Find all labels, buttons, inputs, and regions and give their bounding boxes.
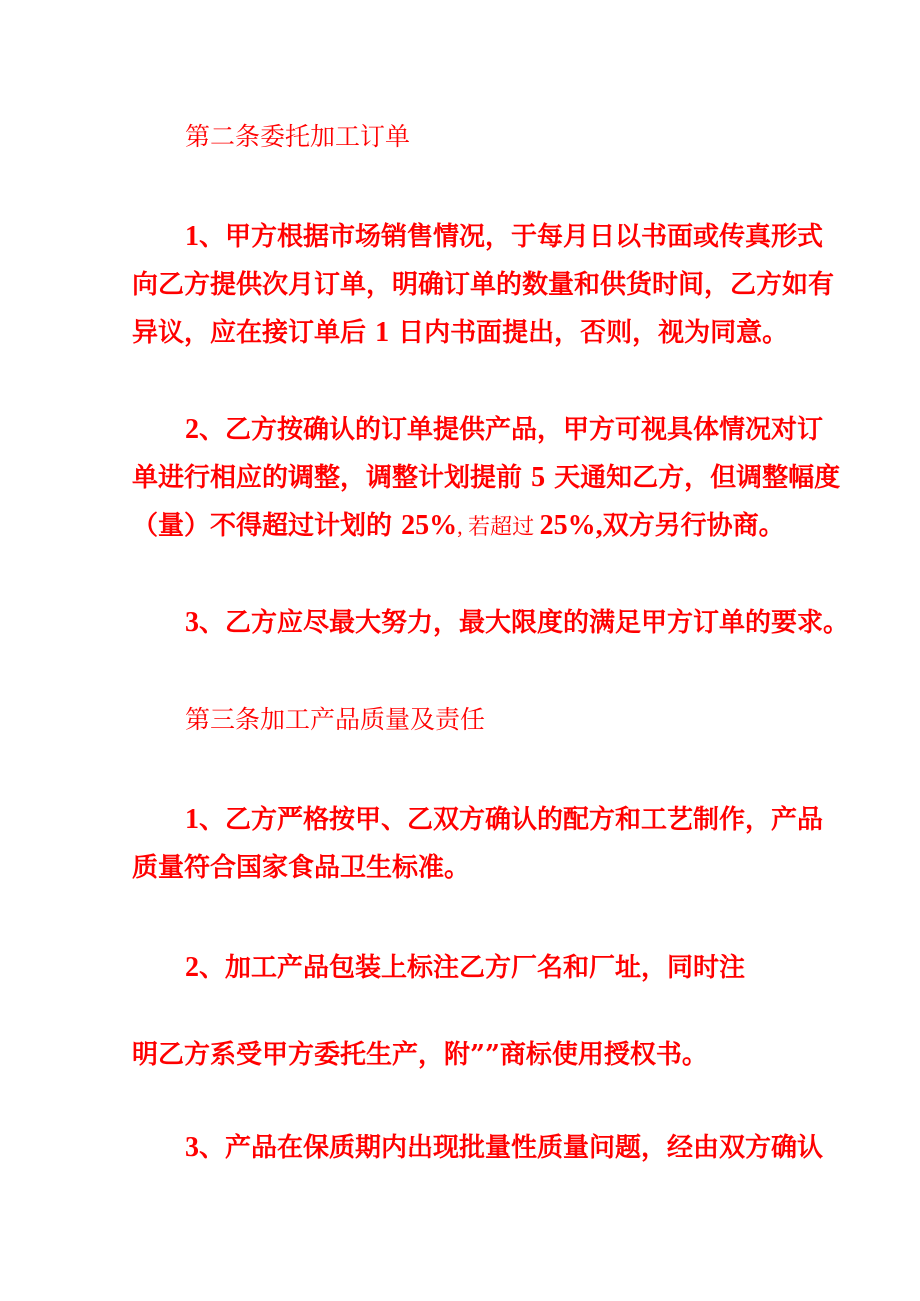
clause-text: （量）不得超过计划的: [132, 511, 402, 541]
clause-2-2-line-2: [132, 463, 840, 493]
clause-number: 3: [185, 607, 199, 638]
clause-number: 1: [185, 804, 199, 835]
section-heading-3: 第三条加工产品质量及责任: [185, 705, 486, 734]
clause-2-2-line-3: [132, 511, 785, 542]
clause-text: 日内书面提出，否则，视为同意。: [389, 318, 789, 348]
clause-text: 、乙方严格按甲、乙双方确认的配方和工艺制作，产品: [199, 805, 824, 835]
clause-number: 3: [185, 1132, 199, 1163]
clause-text: 、加工产品包装上标注乙方厂名和厂址，同时注: [199, 953, 746, 983]
clause-text: ”商标使用授权书。: [484, 1040, 708, 1070]
clause-text: 天通知乙方，但调整幅度: [545, 463, 841, 493]
clause-number: 2: [185, 952, 199, 983]
clause-text: 单进行相应的调整，调整计划提前: [132, 463, 532, 493]
clause-text: 明乙方系受甲方委托生产，附”: [132, 1040, 485, 1070]
clause-number: 2: [185, 414, 199, 445]
clause-2-1-line-2: [132, 270, 834, 300]
clause-text: 、甲方根据市场销售情况，于每月日以书面或传真形式: [199, 222, 824, 252]
percent-value: 25%: [401, 510, 458, 541]
clause-text: 异议，应在接订单后: [132, 318, 376, 348]
clause-number: 1: [185, 221, 199, 252]
clause-3-2-line-2: [132, 1040, 708, 1070]
clause-2-1-line-3: [132, 318, 788, 348]
clause-number-inline: 1: [375, 317, 390, 348]
clause-text: 、乙方按确认的订单提供产品，甲方可视具体情况对订: [199, 415, 824, 445]
clause-text: , 若超过: [457, 514, 540, 539]
clause-3-1-line-1: [185, 805, 823, 835]
section-heading-2: 第二条委托加工订单: [185, 122, 411, 151]
clause-text: 双方另行协商。: [602, 511, 785, 541]
clause-2-2-line-1: [185, 415, 823, 445]
clause-3-3-line-1: [185, 1133, 823, 1163]
clause-text: 质量符合国家食品卫生标准。: [132, 853, 471, 883]
clause-2-3-line-1: [185, 608, 849, 638]
clause-text: 、乙方应尽最大努力，最大限度的满足甲方订单的要求。: [199, 608, 850, 638]
percent-value: 25%,: [539, 510, 603, 541]
clause-3-1-line-2: [132, 853, 470, 883]
clause-number-inline: 5: [531, 462, 546, 493]
clause-text: 、产品在保质期内出现批量性质量问题，经由双方确认: [199, 1133, 824, 1163]
clause-text: 向乙方提供次月订单，明确订单的数量和供货时间，乙方如有: [132, 270, 835, 300]
clause-3-2-line-1: [185, 953, 745, 983]
clause-2-1-line-1: [185, 222, 823, 252]
